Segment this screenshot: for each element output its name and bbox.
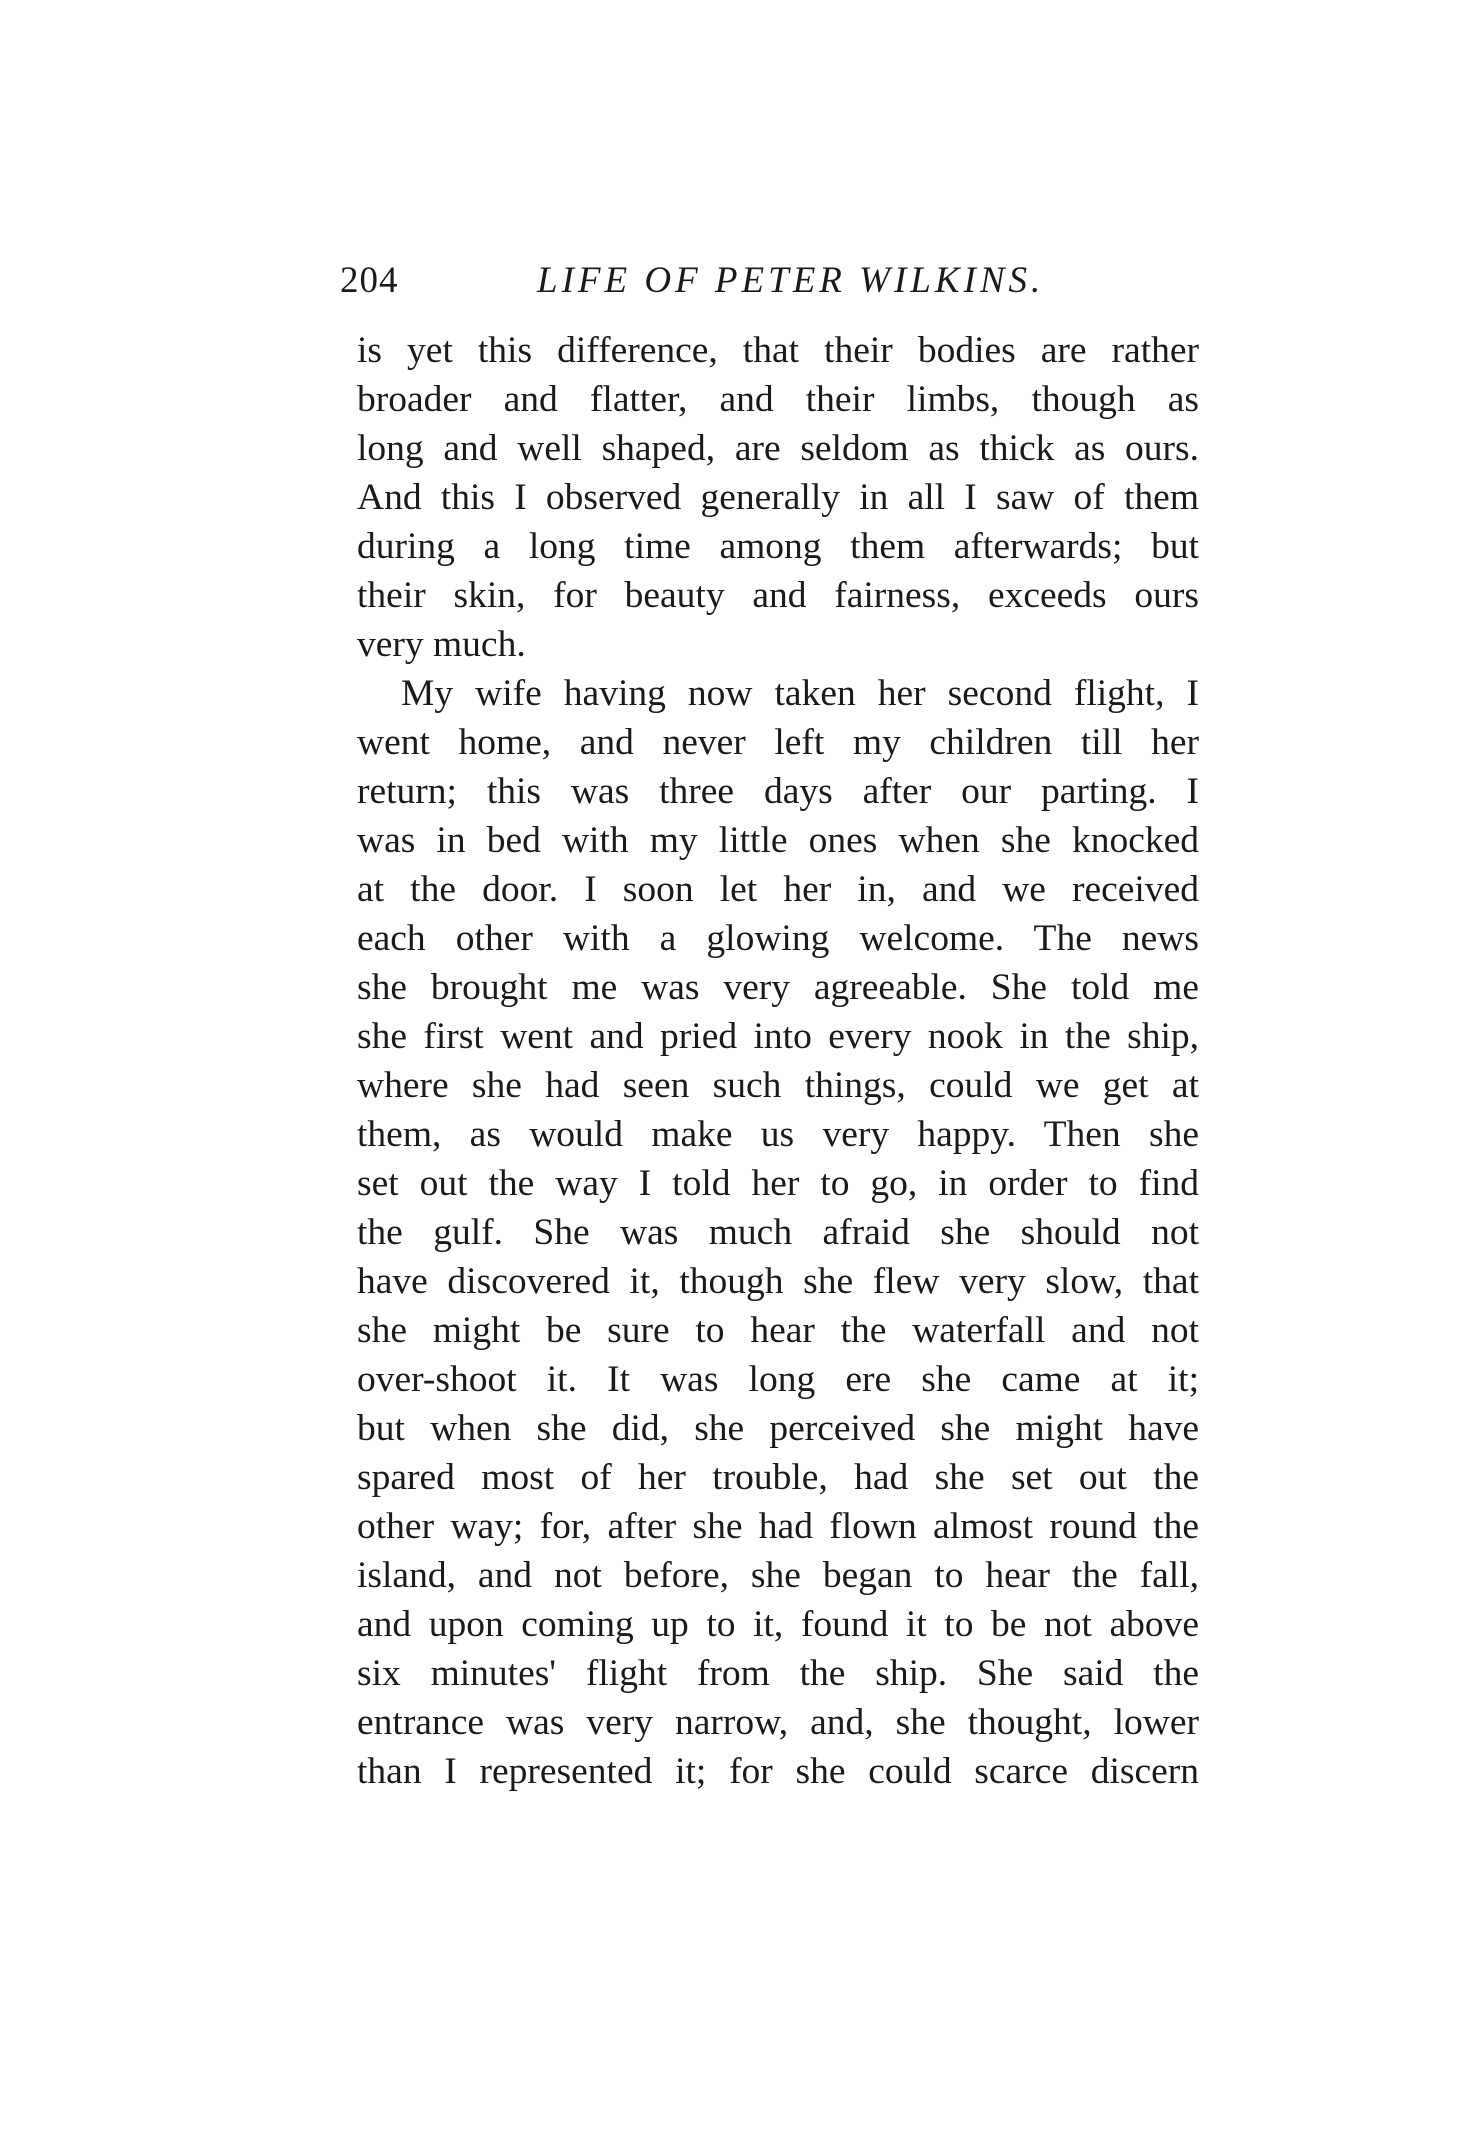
text-line: she might be sure to hear the waterfall and not (357, 1310, 1199, 1351)
text-line: went home, and never left my children till her (357, 722, 1199, 763)
text-line: have discovered it, though she flew very slow, that (357, 1261, 1199, 1302)
text-line: broader and flatter, and their limbs, though as (357, 379, 1199, 420)
text-line: was in bed with my little ones when she knocked (357, 820, 1199, 861)
text-line: at the door. I soon let her in, and we received (357, 869, 1199, 910)
running-title: LIFE OF PETER WILKINS. (537, 260, 1045, 301)
text-line: and upon coming up to it, found it to be not above (357, 1604, 1199, 1645)
text-line: six minutes' flight from the ship. She said the (357, 1653, 1199, 1694)
text-line: than I represented it; for she could scarce discern (357, 1751, 1199, 1792)
running-head (340, 256, 1200, 306)
text-line: where she had seen such things, could we get at (357, 1065, 1199, 1106)
text-line: long and well shaped, are seldom as thick as ours. (357, 428, 1199, 469)
text-line: she brought me was very agreeable. She told me (357, 967, 1199, 1008)
text-line: them, as would make us very happy. Then she (357, 1114, 1199, 1155)
text-line: spared most of her trouble, had she set out the (357, 1457, 1199, 1498)
text-line: each other with a glowing welcome. The news (357, 918, 1199, 959)
text-line: very much. (357, 624, 526, 665)
body-text (357, 326, 1199, 1796)
page-number: 204 (340, 260, 399, 301)
text-line: but when she did, she perceived she might have (357, 1408, 1199, 1449)
text-line: over-shoot it. It was long ere she came at it; (357, 1359, 1199, 1400)
text-line: the gulf. She was much afraid she should not (357, 1212, 1199, 1253)
text-line: island, and not before, she began to hear the fall, (357, 1555, 1199, 1596)
text-line: My wife having now taken her second flight, I (401, 673, 1199, 714)
text-line: is yet this difference, that their bodies are rather (357, 330, 1199, 371)
text-line: during a long time among them afterwards; but (357, 526, 1199, 567)
text-line: other way; for, after she had flown almost round the (357, 1506, 1199, 1547)
text-line: their skin, for beauty and fairness, exceeds ours (357, 575, 1199, 616)
text-line: return; this was three days after our parting. I (357, 771, 1199, 812)
text-line: set out the way I told her to go, in order to find (357, 1163, 1199, 1204)
text-line: And this I observed generally in all I saw of them (357, 477, 1199, 518)
text-line: entrance was very narrow, and, she thought, lower (357, 1702, 1199, 1743)
text-line: she first went and pried into every nook in the ship, (357, 1016, 1199, 1057)
